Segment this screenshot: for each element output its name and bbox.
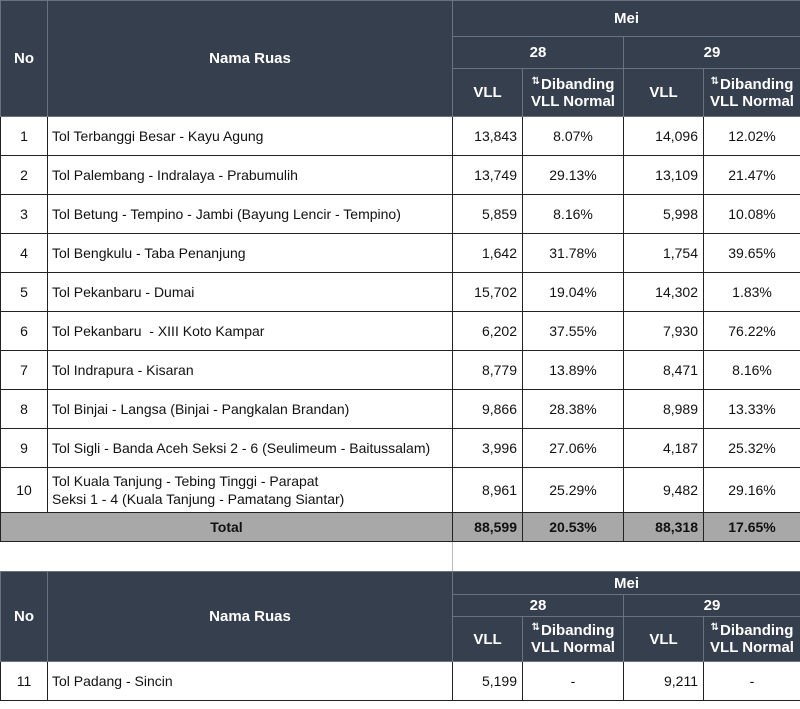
- table-row: [1, 195, 800, 234]
- header-day-28: 28: [453, 595, 624, 617]
- row-vll-28: 3,996: [453, 429, 523, 468]
- header-no: No: [1, 572, 48, 662]
- row-pct-28: 29.13%: [523, 156, 624, 195]
- row-vll-28: 1,642: [453, 234, 523, 273]
- row-name: [48, 468, 453, 513]
- header-day-29: 29: [624, 595, 800, 617]
- header-compare-28: [523, 69, 624, 117]
- row-vll-28: 13,843: [453, 117, 523, 156]
- row-no: 10: [1, 468, 48, 513]
- table-row: [1, 273, 800, 312]
- total-vll-29: 88,318: [624, 513, 704, 542]
- row-no: 2: [1, 156, 48, 195]
- row-pct-28: 37.55%: [523, 312, 624, 351]
- header-vll-28: VLL: [453, 69, 523, 117]
- compare-label-line2: VLL Normal: [710, 92, 794, 110]
- table-row: [1, 117, 800, 156]
- row-no: 4: [1, 234, 48, 273]
- row-vll-28: 5,859: [453, 195, 523, 234]
- row-pct-29: 25.32%: [704, 429, 800, 468]
- header-compare-28: [523, 617, 624, 662]
- row-name-line1: Tol Kuala Tanjung - Tebing Tinggi - Parapat: [52, 473, 319, 489]
- row-no: 6: [1, 312, 48, 351]
- row-pct-28: 25.29%: [523, 468, 624, 513]
- row-pct-28: 31.78%: [523, 234, 624, 273]
- header-day-29: 29: [624, 37, 800, 69]
- total-label: Total: [1, 513, 453, 542]
- header-no: No: [1, 1, 48, 117]
- row-no: 9: [1, 429, 48, 468]
- row-pct-29: 12.02%: [704, 117, 800, 156]
- compare-label-line2: VLL Normal: [710, 639, 794, 656]
- row-vll-29: 9,211: [624, 662, 704, 701]
- header-vll-28: VLL: [453, 617, 523, 662]
- header-vll-29: VLL: [624, 69, 704, 117]
- row-vll-29: 5,998: [624, 195, 704, 234]
- row-no: 7: [1, 351, 48, 390]
- table-row: [1, 390, 800, 429]
- row-vll-29: 4,187: [624, 429, 704, 468]
- row-pct-28: -: [523, 662, 624, 701]
- row-pct-29: 10.08%: [704, 195, 800, 234]
- header-month: Mei: [453, 572, 800, 595]
- row-vll-28: 8,779: [453, 351, 523, 390]
- row-name-line2: Seksi 1 - 4 (Kuala Tanjung - Pamatang Siantar): [52, 491, 345, 507]
- row-pct-28: 19.04%: [523, 273, 624, 312]
- row-vll-29: 14,302: [624, 273, 704, 312]
- row-vll-28: 15,702: [453, 273, 523, 312]
- header-nama-ruas: Nama Ruas: [48, 1, 453, 117]
- row-vll-29: 9,482: [624, 468, 704, 513]
- table-row: [1, 662, 800, 701]
- row-no: 8: [1, 390, 48, 429]
- row-pct-29: 21.47%: [704, 156, 800, 195]
- compare-label-line1: Dibanding: [541, 622, 615, 639]
- row-name: Tol Terbanggi Besar - Kayu Agung: [48, 117, 453, 156]
- header-compare-29: [704, 617, 800, 662]
- row-name: Tol Indrapura - Kisaran: [48, 351, 453, 390]
- row-vll-29: 1,754: [624, 234, 704, 273]
- row-pct-29: 13.33%: [704, 390, 800, 429]
- row-pct-29: 39.65%: [704, 234, 800, 273]
- header-nama-ruas: Nama Ruas: [48, 572, 453, 662]
- row-vll-29: 8,471: [624, 351, 704, 390]
- header-compare-29: [704, 69, 800, 117]
- row-vll-29: 8,989: [624, 390, 704, 429]
- row-vll-28: 5,199: [453, 662, 523, 701]
- up-down-arrow-icon: ⇅: [531, 75, 541, 87]
- row-no: 3: [1, 195, 48, 234]
- row-vll-29: 14,096: [624, 117, 704, 156]
- row-name: Tol Sigli - Banda Aceh Seksi 2 - 6 (Seulimeum - Baitussalam): [48, 429, 453, 468]
- table-row: [1, 234, 800, 273]
- total-vll-28: 88,599: [453, 513, 523, 542]
- row-vll-28: 13,749: [453, 156, 523, 195]
- row-pct-28: 13.89%: [523, 351, 624, 390]
- compare-label-line2: VLL Normal: [531, 92, 615, 110]
- row-pct-29: 29.16%: [704, 468, 800, 513]
- up-down-arrow-icon: ⇅: [531, 622, 541, 633]
- table-gap: [0, 542, 800, 571]
- row-pct-28: 8.16%: [523, 195, 624, 234]
- row-vll-28: 6,202: [453, 312, 523, 351]
- row-vll-28: 8,961: [453, 468, 523, 513]
- row-vll-29: 7,930: [624, 312, 704, 351]
- up-down-arrow-icon: ⇅: [710, 622, 720, 633]
- row-pct-29: 76.22%: [704, 312, 800, 351]
- row-vll-28: 9,866: [453, 390, 523, 429]
- row-name: Tol Binjai - Langsa (Binjai - Pangkalan Brandan): [48, 390, 453, 429]
- row-pct-29: -: [704, 662, 800, 701]
- row-name: Tol Pekanbaru - Dumai: [48, 273, 453, 312]
- divider: [452, 542, 453, 571]
- total-pct-28: 20.53%: [523, 513, 624, 542]
- compare-label-line1: Dibanding: [720, 622, 794, 639]
- row-name: Tol Pekanbaru - XIII Koto Kampar: [48, 312, 453, 351]
- compare-label-line2: VLL Normal: [531, 639, 615, 656]
- total-row: [1, 513, 800, 542]
- header-month: Mei: [453, 1, 800, 37]
- table-row: [1, 351, 800, 390]
- row-name: Tol Palembang - Indralaya - Prabumulih: [48, 156, 453, 195]
- table-row: [1, 312, 800, 351]
- row-pct-28: 8.07%: [523, 117, 624, 156]
- row-pct-28: 28.38%: [523, 390, 624, 429]
- table-row: [1, 156, 800, 195]
- row-no: 1: [1, 117, 48, 156]
- row-name: Tol Betung - Tempino - Jambi (Bayung Lencir - Tempino): [48, 195, 453, 234]
- row-name: Tol Padang - Sincin: [48, 662, 453, 701]
- row-pct-29: 8.16%: [704, 351, 800, 390]
- row-no: 11: [1, 662, 48, 701]
- row-no: 5: [1, 273, 48, 312]
- table-row: [1, 429, 800, 468]
- compare-label-line1: Dibanding: [720, 75, 794, 93]
- header-vll-29: VLL: [624, 617, 704, 662]
- header-day-28: 28: [453, 37, 624, 69]
- traffic-table-secondary: [0, 571, 800, 701]
- row-pct-28: 27.06%: [523, 429, 624, 468]
- compare-label-line1: Dibanding: [541, 75, 615, 93]
- row-pct-29: 1.83%: [704, 273, 800, 312]
- total-pct-29: 17.65%: [704, 513, 800, 542]
- row-name: Tol Bengkulu - Taba Penanjung: [48, 234, 453, 273]
- table-row: [1, 468, 800, 513]
- up-down-arrow-icon: ⇅: [710, 75, 720, 87]
- row-vll-29: 13,109: [624, 156, 704, 195]
